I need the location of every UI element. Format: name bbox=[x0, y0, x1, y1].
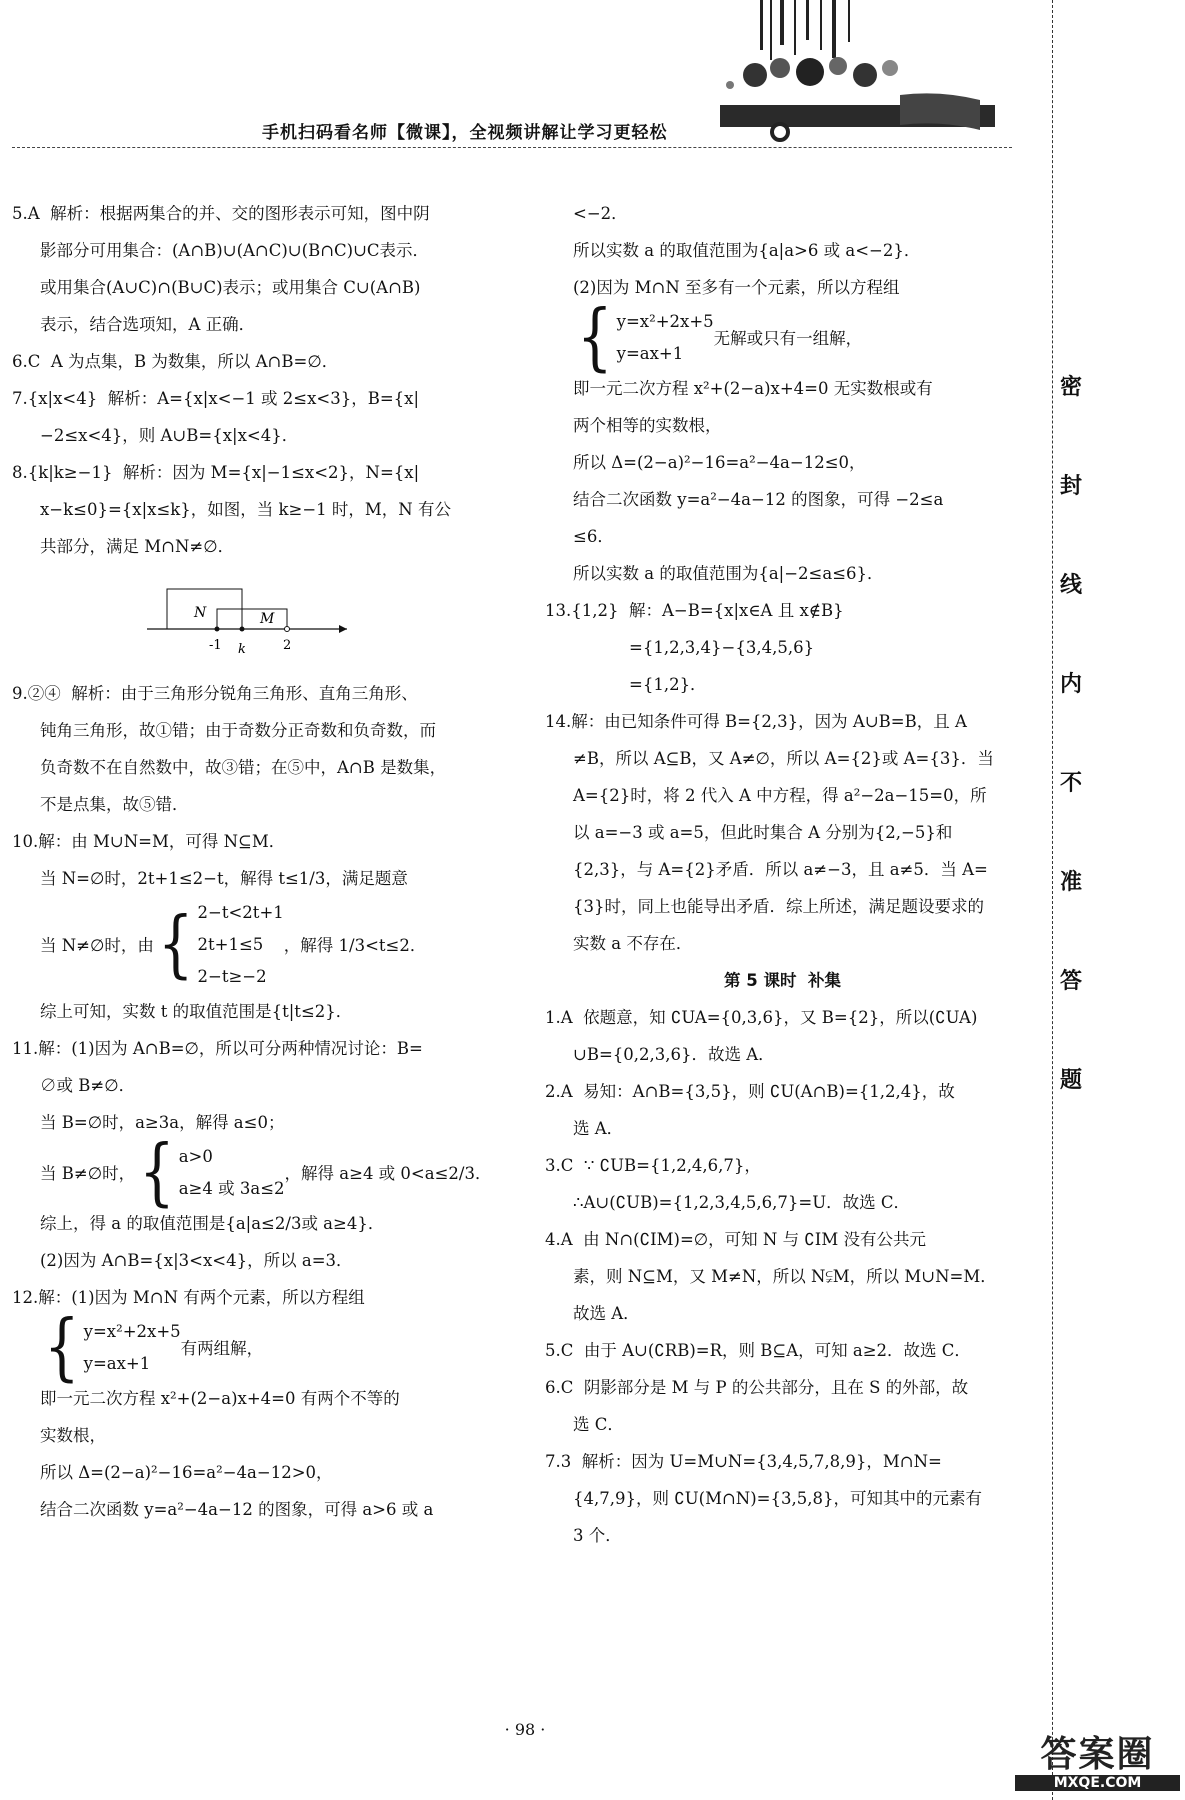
answer-line: ≤6． bbox=[573, 527, 614, 546]
watermark-url: MXQE.COM bbox=[1015, 1775, 1180, 1791]
right-column bbox=[545, 195, 1020, 1554]
answer-line: 13.{1,2} 解：A−B={x|x∈A 且 x∉B} bbox=[545, 601, 844, 620]
system-row: 2−t≥−2 bbox=[197, 967, 267, 986]
answer-line: 当 N=∅时，2t+1≤2−t，解得 t≤1/3，满足题意 bbox=[40, 869, 408, 888]
answer-line: 以 a=−3 或 a=5，但此时集合 A 分别为{2,−5}和 bbox=[573, 823, 953, 842]
figure-tick-2: 2 bbox=[283, 638, 292, 653]
answer-line: 表示，结合选项知，A 正确． bbox=[40, 315, 256, 334]
inequality-system bbox=[12, 897, 502, 993]
answer-line: ∪B={0,2,3,6}．故选 A． bbox=[573, 1045, 775, 1064]
answer-line: ={1,2}． bbox=[629, 675, 707, 694]
answer-line: 结合二次函数 y=a²−4a−12 的图象，可得 a>6 或 a bbox=[40, 1500, 434, 1519]
answer-line: 当 N≠∅时，由 bbox=[40, 935, 154, 955]
brace-symbol: { bbox=[139, 1130, 175, 1215]
answer-line: 影部分可用集合：(A∩B)∪(A∩C)∪(B∩C)∪C表示． bbox=[40, 241, 430, 260]
answer-line: (2)因为 A∩B={x|3<x<4}，所以 a=3． bbox=[40, 1251, 353, 1270]
system-row: 2t+1≤5 bbox=[197, 935, 264, 954]
system-row: 2−t<2t+1 bbox=[197, 903, 284, 922]
answer-line: 7.3 解析：因为 U=M∪N={3,4,5,7,8,9}，M∩N= bbox=[545, 1452, 942, 1471]
answer-line: 选 A． bbox=[573, 1119, 624, 1138]
binding-char: 准 bbox=[1060, 870, 1083, 895]
figure-tick-k: k bbox=[238, 642, 246, 657]
answer-line: −2≤x<4}，则 A∪B={x|x<4}． bbox=[40, 426, 299, 445]
answer-line: ∅或 B≠∅． bbox=[40, 1076, 136, 1095]
brace-symbol: { bbox=[577, 295, 613, 380]
answer-line: 当 B=∅时，a≥3a，解得 a≤0； bbox=[40, 1113, 285, 1132]
answer-line: 两个相等的实数根， bbox=[573, 416, 722, 435]
answer-line: ，解得 1/3<t≤2． bbox=[283, 935, 427, 955]
answer-line: 4.A 由 N∩(∁IM)=∅，可知 N 与 ∁IM 没有公共元 bbox=[545, 1230, 926, 1249]
answer-line: 当 B≠∅时， bbox=[40, 1163, 136, 1183]
binding-char: 线 bbox=[1060, 573, 1083, 598]
binding-char: 密 bbox=[1060, 375, 1083, 400]
answer-line: 素，则 N⊆M，又 M≠N，所以 N⫋M，所以 M∪N=M． bbox=[573, 1267, 997, 1286]
answer-line: 2.A 易知：A∩B={3,5}，则 ∁U(A∩B)={1,2,4}，故 bbox=[545, 1082, 955, 1101]
left-column bbox=[12, 195, 502, 1528]
answer-line: ，解得 a≥4 或 0<a≤2/3． bbox=[284, 1163, 492, 1183]
answer-line: 8.{k|k≥−1} 解析：因为 M={x|−1≤x<2}，N={x| bbox=[12, 463, 420, 482]
binding-notice bbox=[1060, 370, 1090, 1094]
answer-line: 6.C 阴影部分是 M 与 P 的公共部分，且在 S 的外部，故 bbox=[545, 1378, 969, 1397]
answer-line: (2)因为 M∩N 至多有一个元素，所以方程组 bbox=[573, 278, 900, 297]
answer-line: ={1,2,3,4}−{3,4,5,6} bbox=[629, 638, 815, 657]
answer-line: 有两组解， bbox=[180, 1338, 264, 1358]
binding-char: 内 bbox=[1060, 672, 1083, 697]
answer-line: 选 C． bbox=[573, 1415, 624, 1434]
answer-line: 共部分，满足 M∩N≠∅． bbox=[40, 537, 235, 556]
answer-line: 钝角三角形，故①错；由于奇数分正奇数和负奇数，而 bbox=[40, 721, 436, 740]
answer-line: 5.C 由于 A∪(∁RB)=R，则 B⊆A，可知 a≥2．故选 C． bbox=[545, 1341, 971, 1360]
answer-line: A={2}时，将 2 代入 A 中方程，得 a²−2a−15=0，所 bbox=[573, 786, 987, 805]
figure-tick-neg1: -1 bbox=[209, 638, 222, 653]
answer-line: {4,7,9}，则 ∁U(M∩N)={3,5,8}，可知其中的元素有 bbox=[573, 1489, 982, 1508]
system-row: a≥4 或 3a≤2 bbox=[178, 1179, 285, 1198]
figure-label-m: M bbox=[260, 611, 275, 627]
answer-line: 故选 A． bbox=[573, 1304, 640, 1323]
brace-symbol: { bbox=[157, 902, 194, 987]
equation-system bbox=[545, 295, 1020, 380]
answer-line: 6.C A 为点集，B 为数集，所以 A∩B=∅． bbox=[12, 352, 339, 371]
section-title: 第 5 课时 补集 bbox=[724, 971, 841, 990]
answer-line: 11.解：(1)因为 A∩B=∅，所以可分两种情况讨论：B= bbox=[12, 1039, 423, 1058]
answer-line: 实数根， bbox=[40, 1426, 106, 1445]
answer-line: 即一元二次方程 x²+(2−a)x+4=0 有两个不等的 bbox=[40, 1389, 400, 1408]
binding-char: 题 bbox=[1060, 1068, 1083, 1093]
brace-symbol: { bbox=[44, 1305, 80, 1390]
binding-char: 封 bbox=[1060, 474, 1083, 499]
answer-line: 9.②④ 解析：由于三角形分锐角三角形、直角三角形、 bbox=[12, 684, 418, 703]
system-row: y=x²+2x+5 bbox=[83, 1322, 181, 1341]
answer-line: 结合二次函数 y=a²−4a−12 的图象，可得 −2≤a bbox=[573, 490, 944, 509]
number-line-figure bbox=[12, 565, 502, 675]
answer-line: 5.A 解析：根据两集合的并、交的图形表示可知，图中阴 bbox=[12, 204, 430, 223]
system-row: y=x²+2x+5 bbox=[616, 312, 714, 331]
binding-cut-line bbox=[1052, 0, 1053, 1800]
answer-line: 14.解：由已知条件可得 B={2,3}，因为 A∪B=B，且 A bbox=[545, 712, 967, 731]
answer-line: 10.解：由 M∪N=M，可得 N⊆M． bbox=[12, 832, 286, 851]
system-row: y=ax+1 bbox=[616, 344, 684, 363]
equation-system bbox=[12, 1305, 502, 1390]
answer-line: ∴A∪(∁UB)={1,2,3,4,5,6,7}=U．故选 C． bbox=[573, 1193, 911, 1212]
answer-line: 综上，得 a 的取值范围是{a|a≤2/3或 a≥4}． bbox=[40, 1214, 385, 1233]
answer-line: 或用集合(A∪C)∩(B∪C)表示；或用集合 C∪(A∩B) bbox=[40, 278, 421, 297]
answer-line: <−2． bbox=[573, 204, 628, 223]
answer-line: 3.C ∵ ∁UB={1,2,4,6,7}， bbox=[545, 1156, 761, 1175]
answer-line: 所以实数 a 的取值范围为{a|a>6 或 a<−2}． bbox=[573, 241, 921, 260]
answer-line: 负奇数不在自然数中，故③错；在⑤中，A∩B 是数集， bbox=[40, 758, 447, 777]
inequality-system bbox=[12, 1130, 502, 1215]
figure-label-n: N bbox=[194, 605, 207, 621]
watermark-text: 答案圈 bbox=[1040, 1734, 1155, 1775]
answer-line: 所以 Δ=(2−a)²−16=a²−4a−12≤0， bbox=[573, 453, 866, 472]
answer-line: x−k≤0}={x|x≤k}，如图，当 k≥−1 时，M，N 有公 bbox=[40, 500, 451, 519]
answer-line: ≠B，所以 A⊆B，又 A≠∅，所以 A={2}或 A={3}．当 bbox=[573, 749, 994, 768]
answer-line: 3 个． bbox=[573, 1526, 622, 1545]
binding-char: 答 bbox=[1060, 969, 1083, 994]
binding-char: 不 bbox=[1060, 771, 1083, 796]
watermark-logo bbox=[1015, 1735, 1180, 1795]
answer-line: 所以实数 a 的取值范围为{a|−2≤a≤6}． bbox=[573, 564, 884, 583]
header-divider bbox=[12, 147, 1012, 148]
system-row: a>0 bbox=[178, 1147, 213, 1166]
answer-line: 所以 Δ=(2−a)²−16=a²−4a−12>0， bbox=[40, 1463, 333, 1482]
answer-line: 综上可知，实数 t 的取值范围是{t|t≤2}． bbox=[40, 1002, 353, 1021]
answer-line: 即一元二次方程 x²+(2−a)x+4=0 无实数根或有 bbox=[573, 379, 933, 398]
answer-line: 实数 a 不存在． bbox=[573, 934, 693, 953]
answer-line: 1.A 依题意，知 ∁UA={0,3,6}，又 B={2}，所以(∁UA) bbox=[545, 1008, 978, 1027]
answer-line: {3}时，同上也能导出矛盾．综上所述，满足题设要求的 bbox=[573, 897, 984, 916]
page-number: · 98 · bbox=[504, 1720, 546, 1739]
answer-line: 7.{x|x<4} 解析：A={x|x<−1 或 2≤x<3}，B={x| bbox=[12, 389, 420, 408]
answer-line: 12.解：(1)因为 M∩N 有两个元素，所以方程组 bbox=[12, 1288, 365, 1307]
header-banner-text: 手机扫码看名师【微课】，全视频讲解让学习更轻松 bbox=[262, 123, 668, 143]
answer-line: 不是点集，故⑤错． bbox=[40, 795, 189, 814]
header-decoration-graphic bbox=[720, 0, 1020, 170]
answer-line: 无解或只有一组解， bbox=[713, 328, 863, 348]
answer-line: {2,3}，与 A={2}矛盾．所以 a≠−3，且 a≠5．当 A= bbox=[573, 860, 988, 879]
system-row: y=ax+1 bbox=[83, 1354, 151, 1373]
